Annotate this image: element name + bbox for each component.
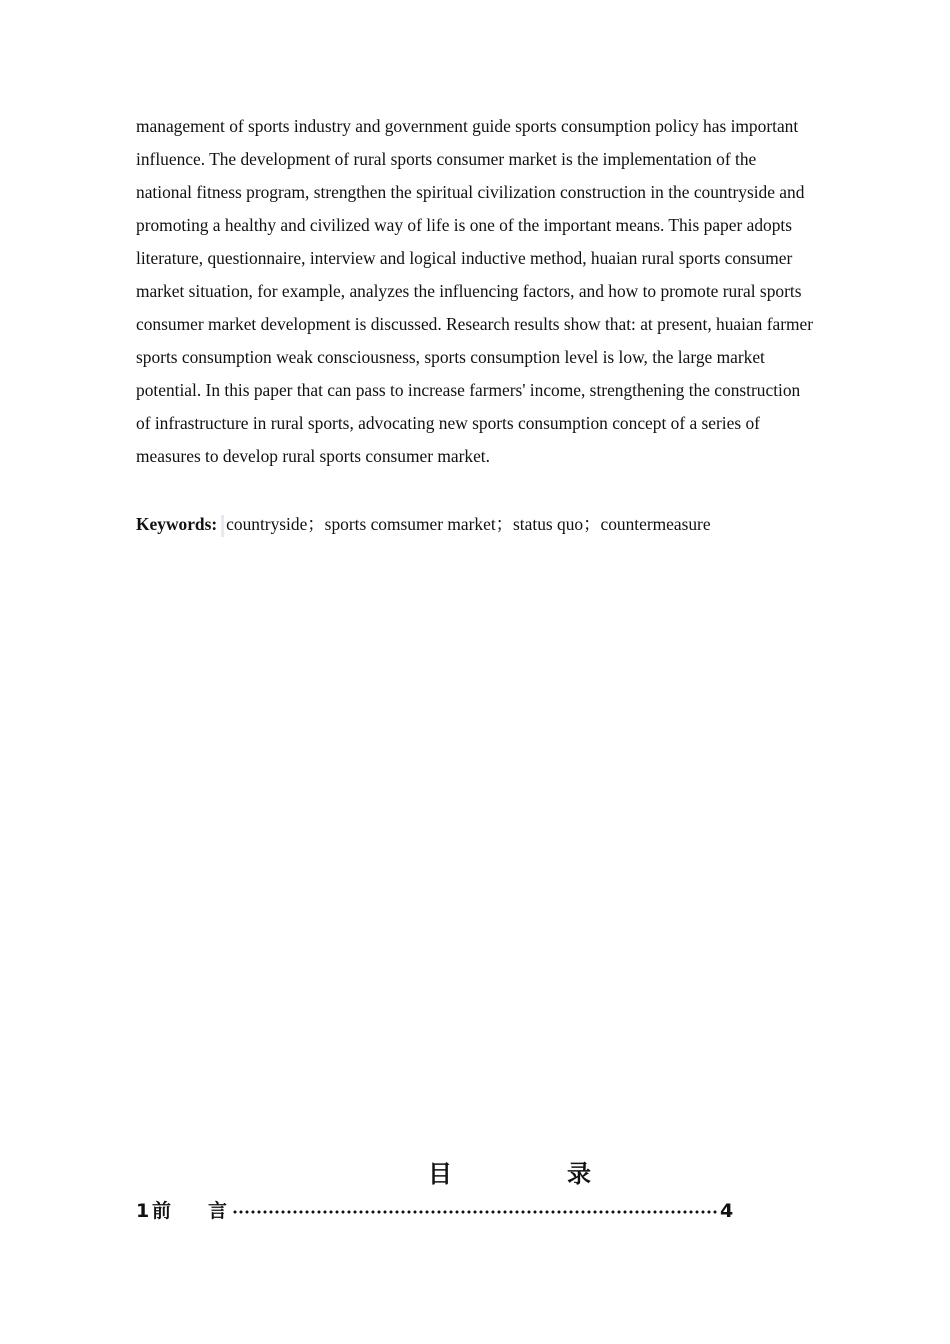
toc-title-char: 目 [428,1160,452,1188]
abstract-line: influence. The development of rural sports consumer market is the implementation of the [136,149,757,169]
abstract-line: measures to develop rural sports consumer market. [136,446,490,466]
abstract-line: literature, questionnaire, interview and logical inductive method, huaian rural sports consumer [136,248,793,268]
toc-entry-page: 4 [720,1200,734,1222]
keywords-line [136,509,711,539]
abstract-line: market situation, for example, analyzes the influencing factors, and how to promote rural sports [136,281,802,301]
toc-title-char: 录 [567,1160,591,1188]
toc-entry-title: 前 [152,1200,172,1222]
toc-dot-leader [232,1210,719,1214]
text-cursor-marker [221,515,224,537]
abstract-line: of infrastructure in rural sports, advocating new sports consumption concept of a series of [136,413,760,433]
abstract-body [136,110,884,473]
abstract-line: national fitness program, strengthen the spiritual civilization construction in the countryside and [136,182,805,202]
abstract-line: sports consumption weak consciousness, sports consumption level is low, the large market [136,347,765,367]
abstract-line: promoting a healthy and civilized way of life is one of the important means. This paper adopts [136,215,793,235]
toc-entry-title: 言 [208,1200,228,1222]
abstract-line: consumer market development is discussed. Research results show that: at present, huaian farmer [136,314,814,334]
toc-title [0,1154,950,1190]
keywords-label: Keywords: [136,514,218,534]
toc-entry-number: 1 [136,1200,150,1222]
abstract-line: management of sports industry and government guide sports consumption policy has important [136,116,799,136]
keywords-text: countryside；sports comsumer market；status quo；countermeasure [226,514,711,534]
abstract-line: potential. In this paper that can pass to increase farmers' income, strengthening the construction [136,380,801,400]
toc-entry[interactable] [136,1196,736,1226]
